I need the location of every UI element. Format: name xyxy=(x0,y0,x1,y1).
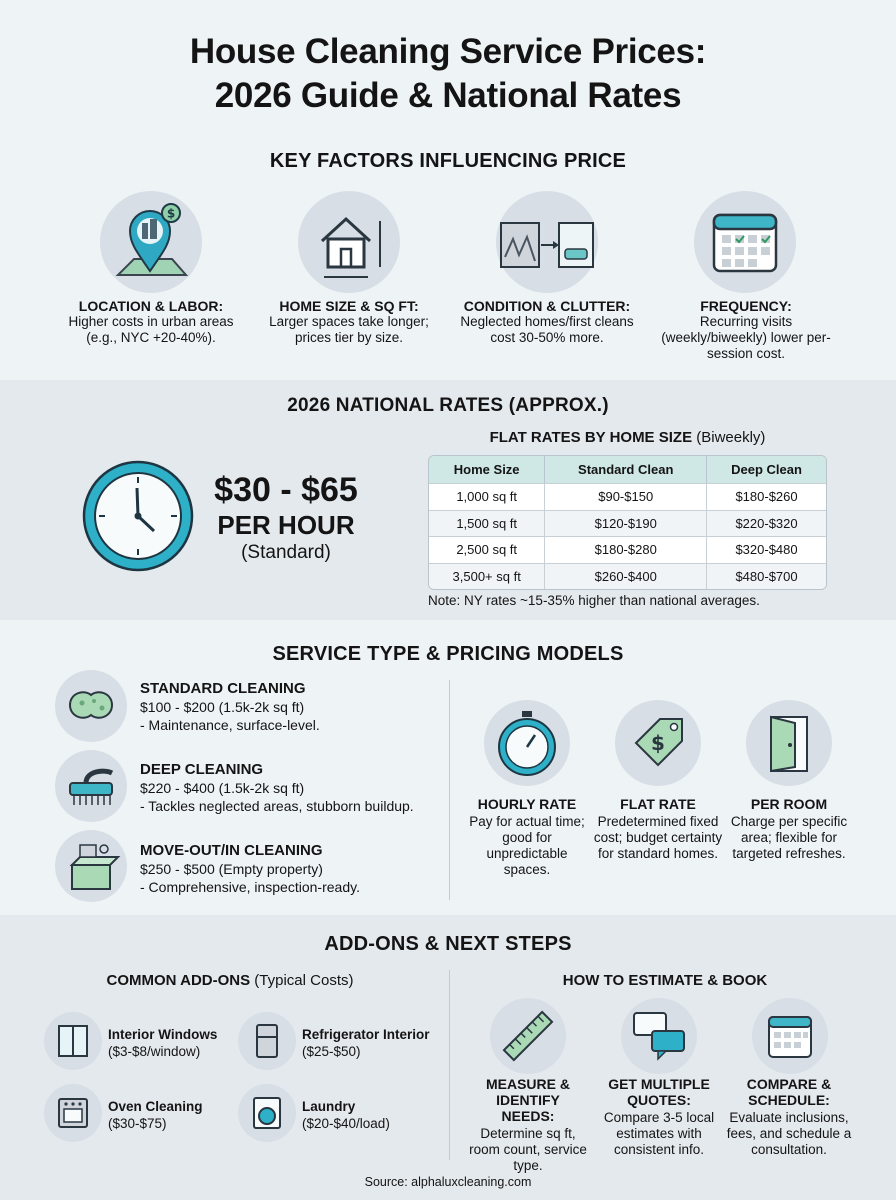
service-move xyxy=(140,842,360,896)
service-title: DEEP CLEANING xyxy=(140,761,264,778)
table-cell: $260-$400 xyxy=(545,563,707,590)
hourly-note: (Standard) xyxy=(241,542,331,563)
common-addons-title xyxy=(40,972,420,989)
table-cell: 1,000 sq ft xyxy=(429,483,545,510)
chat-bubbles-icon xyxy=(621,998,697,1074)
column-header: Standard Clean xyxy=(545,456,707,483)
rates-note: Note: NY rates ~15-35% higher than national averages. xyxy=(428,593,760,608)
calendar-icon xyxy=(752,998,828,1074)
services-divider xyxy=(449,680,450,900)
addon-price: ($20-$40/load) xyxy=(302,1116,390,1131)
service-desc: - Maintenance, surface-level. xyxy=(140,717,320,733)
addon-laundry xyxy=(302,1098,390,1132)
factor-desc: Higher costs in urban areas (e.g., NYC +20-40%). xyxy=(68,314,234,345)
clutter-to-clean-icon xyxy=(496,191,598,293)
svg-text:$: $ xyxy=(651,731,665,755)
factor-title: FREQUENCY: xyxy=(700,298,792,314)
moving-boxes-icon xyxy=(55,830,127,902)
stopwatch-icon xyxy=(484,700,570,786)
service-deep xyxy=(140,761,414,815)
clock-icon xyxy=(80,458,196,579)
service-desc: - Tackles neglected areas, stubborn buildup. xyxy=(140,798,414,814)
addon-windows xyxy=(108,1026,217,1060)
ruler-icon xyxy=(490,998,566,1074)
service-price: $250 - $500 (Empty property) xyxy=(140,861,323,877)
factor-frequency xyxy=(658,298,834,362)
model-title: PER ROOM xyxy=(750,796,828,812)
table-cell: $180-$280 xyxy=(545,536,707,563)
common-addons-title-bold: COMMON ADD-ONS xyxy=(106,972,251,989)
flat-rates-title-light: (Biweekly) xyxy=(696,429,766,446)
step-desc: Determine sq ft, room count, service type. xyxy=(469,1126,587,1173)
factors-heading: KEY FACTORS INFLUENCING PRICE xyxy=(269,150,627,172)
addons-divider xyxy=(449,970,450,1160)
step-schedule xyxy=(726,1076,852,1158)
table-row xyxy=(429,510,826,537)
factor-title: HOME SIZE & SQ FT: xyxy=(279,298,419,314)
model-title: HOURLY RATE xyxy=(477,796,577,812)
service-standard xyxy=(140,680,320,734)
window-icon xyxy=(44,1012,102,1070)
flat-rates-title xyxy=(428,429,827,446)
model-hourly xyxy=(462,796,592,878)
calendar-icon xyxy=(694,191,796,293)
hourly-unit: PER HOUR xyxy=(217,510,355,540)
service-desc: - Comprehensive, inspection-ready. xyxy=(140,879,360,895)
table-row xyxy=(429,483,826,510)
steps-heading: HOW TO ESTIMATE & BOOK xyxy=(562,972,768,989)
table-cell: $480-$700 xyxy=(707,563,826,590)
table-cell: $320-$480 xyxy=(707,536,826,563)
refrigerator-icon xyxy=(238,1012,296,1070)
factor-title: LOCATION & LABOR: xyxy=(78,298,224,314)
model-desc: Predetermined fixed cost; budget certainty for standard homes. xyxy=(593,814,723,861)
factor-title: CONDITION & CLUTTER: xyxy=(463,298,631,314)
table-row xyxy=(429,563,826,590)
factor-desc: Neglected homes/first cleans cost 30-50% more. xyxy=(460,314,634,345)
addon-price: ($3-$8/window) xyxy=(108,1044,201,1059)
flat-rates-table xyxy=(428,455,827,590)
column-header: Home Size xyxy=(429,456,545,483)
factor-location xyxy=(60,298,242,346)
sponge-icon xyxy=(55,670,127,742)
model-desc: Charge per specific area; flexible for targeted refreshes. xyxy=(730,814,848,861)
svg-text:$: $ xyxy=(166,206,176,221)
addon-oven xyxy=(108,1098,203,1132)
scrub-brush-icon xyxy=(55,750,127,822)
step-title: COMPARE & SCHEDULE: xyxy=(746,1076,832,1108)
model-per-room xyxy=(726,796,852,862)
addon-title: Laundry xyxy=(302,1099,356,1114)
model-flat xyxy=(593,796,723,862)
step-desc: Compare 3-5 local estimates with consistent info. xyxy=(603,1110,715,1157)
addon-title: Oven Cleaning xyxy=(108,1099,203,1114)
table-cell: 1,500 sq ft xyxy=(429,510,545,537)
table-header-row xyxy=(429,456,826,483)
common-addons-title-light: (Typical Costs) xyxy=(254,972,354,989)
factor-condition xyxy=(454,298,640,346)
addon-refrigerator xyxy=(302,1026,430,1060)
addon-price: ($30-$75) xyxy=(108,1116,167,1131)
step-desc: Evaluate inclusions, fees, and schedule a consultation. xyxy=(726,1110,852,1157)
title-line-2: 2026 Guide & National Rates xyxy=(214,76,682,115)
factor-desc: Larger spaces take longer; prices tier by size. xyxy=(269,314,429,345)
house-icon xyxy=(298,191,400,293)
model-desc: Pay for actual time; good for unpredictable spaces. xyxy=(469,814,585,877)
service-price: $100 - $200 (1.5k-2k sq ft) xyxy=(140,699,305,715)
step-measure xyxy=(468,1076,588,1174)
flat-rates-title-bold: FLAT RATES BY HOME SIZE xyxy=(489,429,693,446)
factor-desc: Recurring visits (weekly/biweekly) lower per-session cost. xyxy=(661,314,831,361)
column-header: Deep Clean xyxy=(707,456,826,483)
table-cell: 3,500+ sq ft xyxy=(429,563,545,590)
hourly-range: $30 - $65 xyxy=(214,471,358,509)
services-heading: SERVICE TYPE & PRICING MODELS xyxy=(272,643,624,665)
addon-title: Interior Windows xyxy=(108,1027,218,1042)
rates-heading: 2026 NATIONAL RATES (APPROX.) xyxy=(287,395,609,416)
table-cell: $220-$320 xyxy=(707,510,826,537)
table-row xyxy=(429,536,826,563)
step-title: MEASURE & IDENTIFY NEEDS: xyxy=(485,1076,570,1124)
model-title: FLAT RATE xyxy=(620,796,696,812)
price-tag-icon xyxy=(615,700,701,786)
table-cell: $120-$190 xyxy=(545,510,707,537)
addons-heading: ADD-ONS & NEXT STEPS xyxy=(324,933,572,955)
addon-title: Refrigerator Interior xyxy=(302,1027,430,1042)
open-door-icon xyxy=(746,700,832,786)
washing-machine-icon xyxy=(238,1084,296,1142)
step-quotes xyxy=(596,1076,722,1158)
oven-icon xyxy=(44,1084,102,1142)
hourly-rate-block xyxy=(200,470,372,566)
table-cell: 2,500 sq ft xyxy=(429,536,545,563)
service-price: $220 - $400 (1.5k-2k sq ft) xyxy=(140,780,305,796)
page-title xyxy=(0,30,896,118)
factor-home-size xyxy=(258,298,440,346)
addon-price: ($25-$50) xyxy=(302,1044,361,1059)
table-cell: $180-$260 xyxy=(707,483,826,510)
step-title: GET MULTIPLE QUOTES: xyxy=(608,1076,710,1108)
title-line-1: House Cleaning Service Prices: xyxy=(189,32,707,71)
service-title: STANDARD CLEANING xyxy=(140,680,306,697)
location-pin-icon xyxy=(100,191,202,293)
table-cell: $90-$150 xyxy=(545,483,707,510)
source-credit: Source: alphaluxcleaning.com xyxy=(364,1175,532,1189)
service-title: MOVE-OUT/IN CLEANING xyxy=(140,842,323,859)
